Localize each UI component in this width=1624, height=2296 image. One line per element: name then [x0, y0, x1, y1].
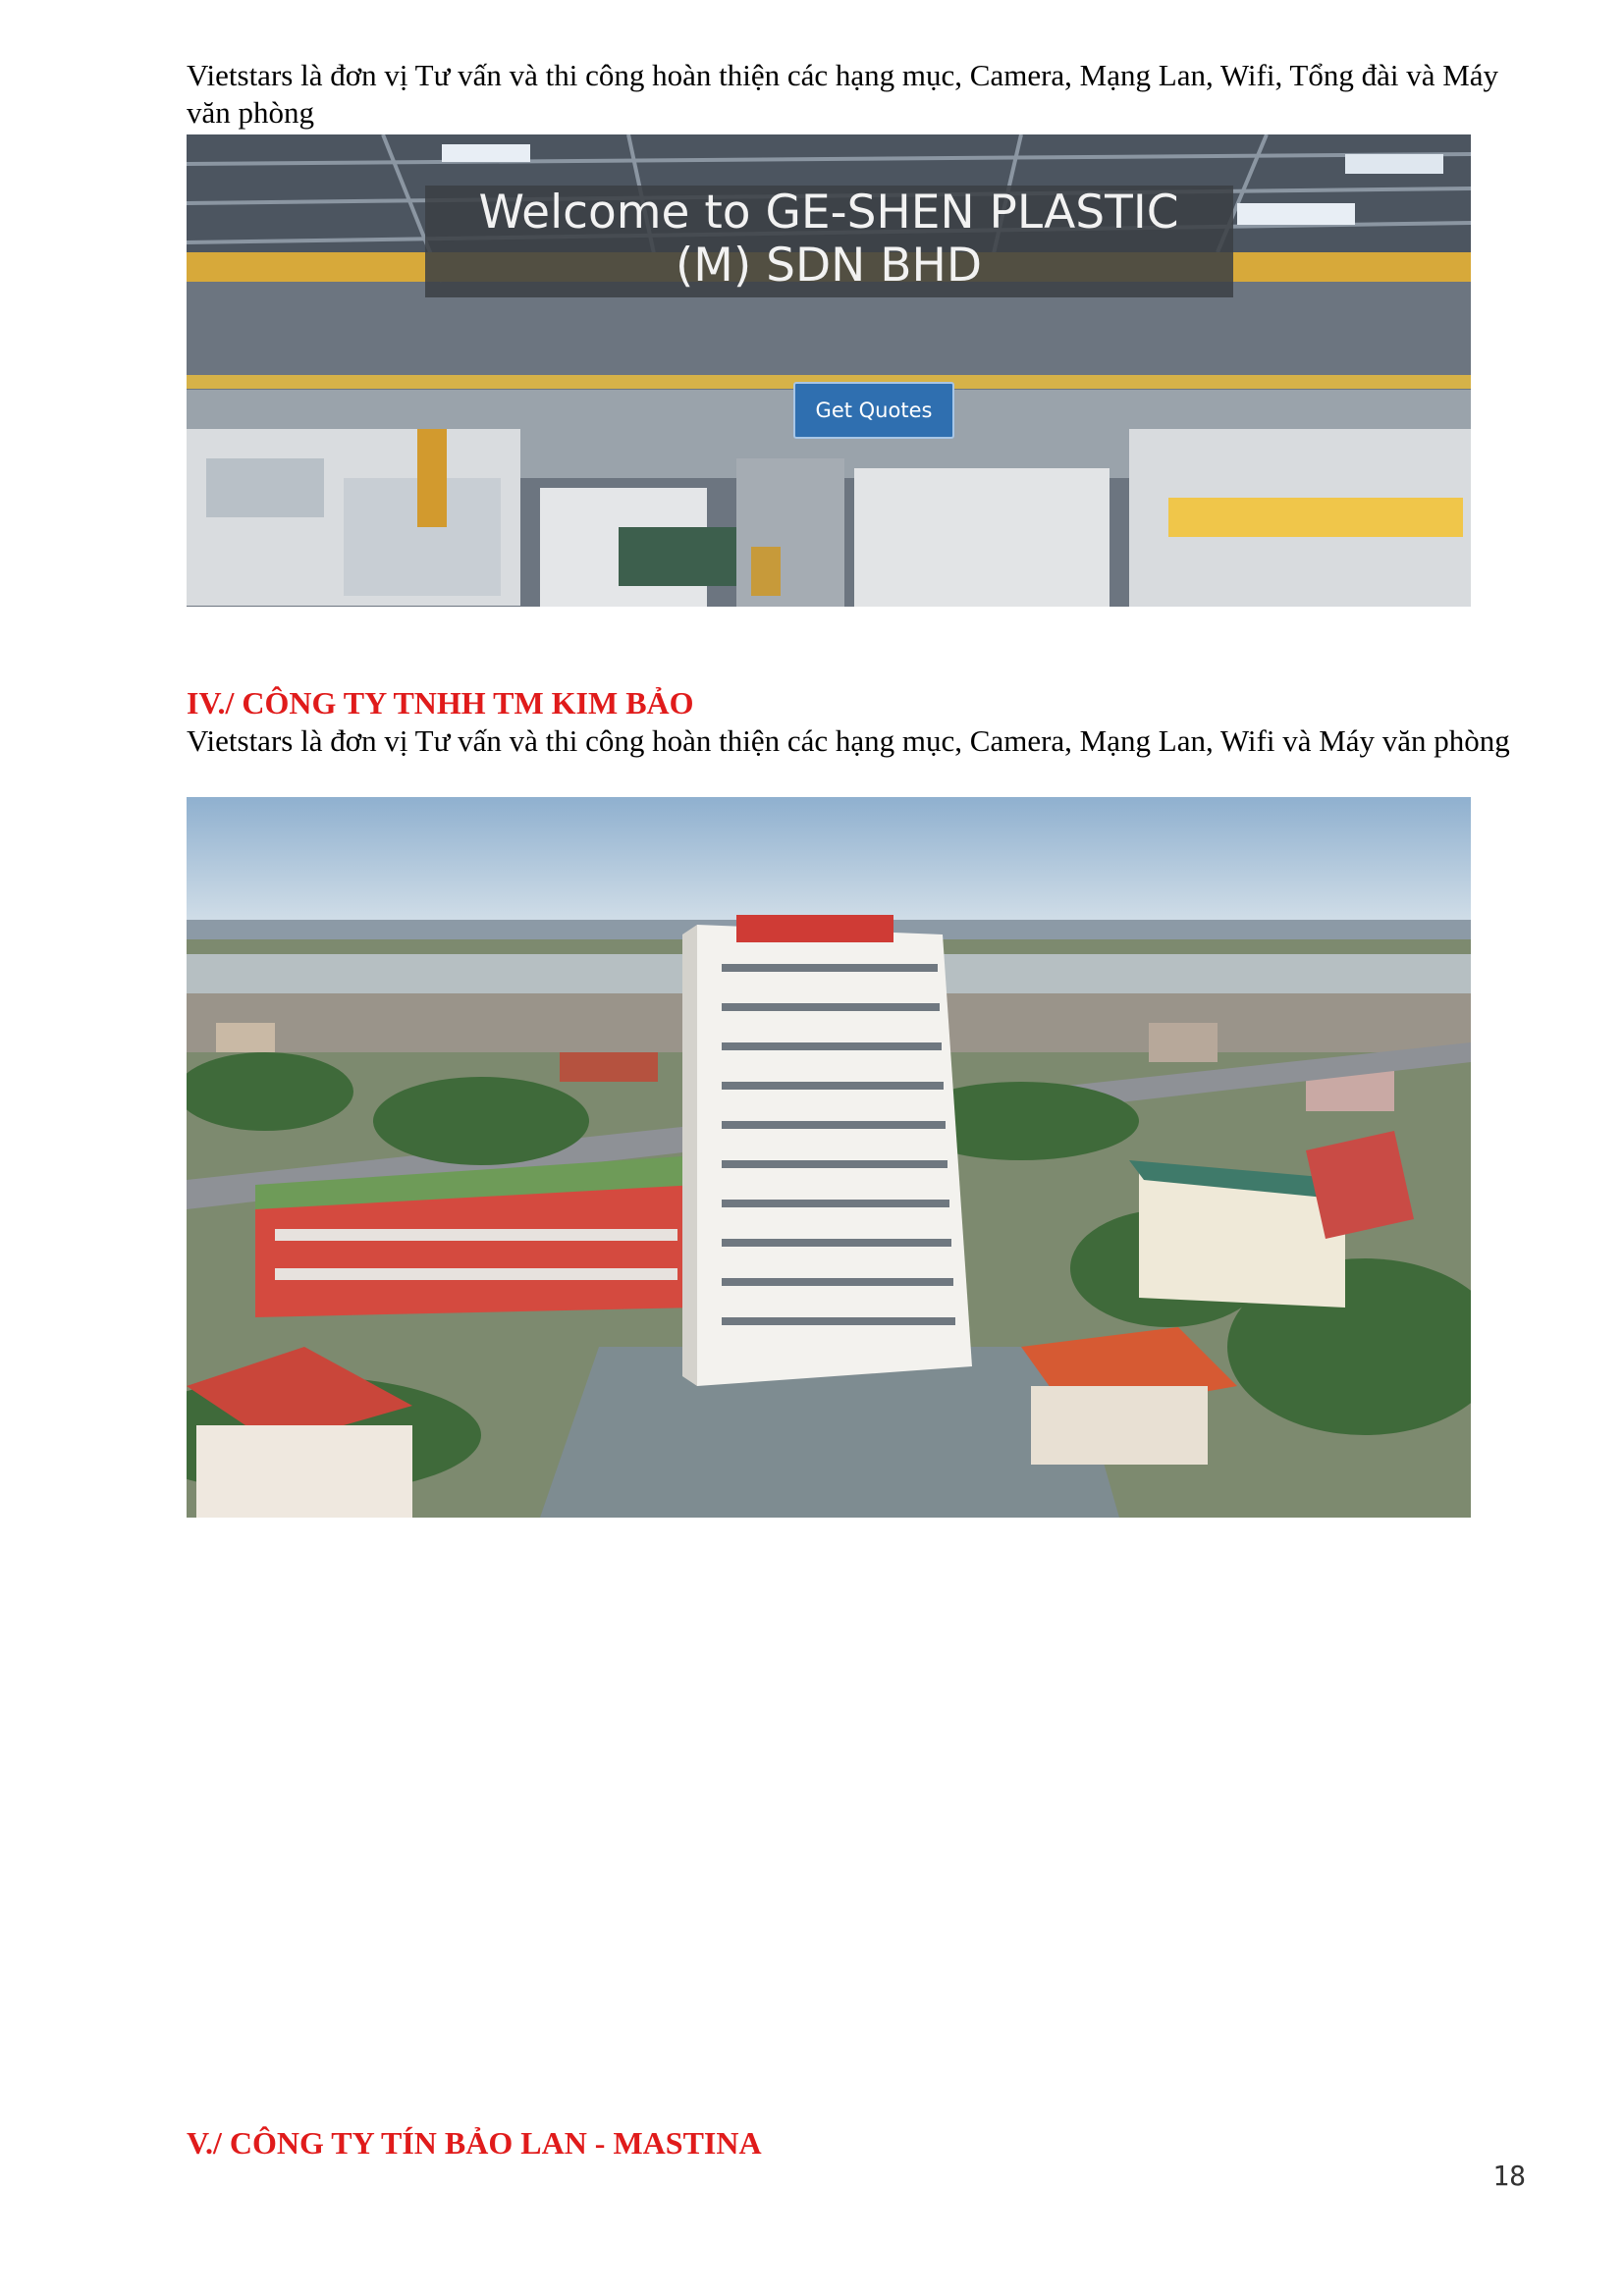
- banner-line1: Welcome to GE-SHEN PLASTIC: [478, 186, 1179, 240]
- section5-heading: V./ CÔNG TY TÍN BẢO LAN - MASTINA: [187, 2125, 762, 2161]
- get-quotes-button: Get Quotes: [793, 382, 954, 439]
- section4-intro: Vietstars là đơn vị Tư vấn và thi công hoàn thiện các hạng mục, Camera, Mạng Lan, Wifi và Máy văn phòng: [187, 723, 1510, 758]
- page-number: 18: [1492, 2160, 1526, 2192]
- section3-intro: Vietstars là đơn vị Tư vấn và thi công hoàn thiện các hạng mục, Camera, Mạng Lan, Wifi, Tổng đài và Máy văn phòng: [187, 58, 1499, 130]
- banner-line2: (M) SDN BHD: [675, 239, 983, 293]
- factory-photo: [187, 134, 1471, 607]
- section4-heading: IV./ CÔNG TY TNHH TM KIM BẢO: [187, 685, 694, 721]
- hotel-aerial-photo: [187, 797, 1471, 1518]
